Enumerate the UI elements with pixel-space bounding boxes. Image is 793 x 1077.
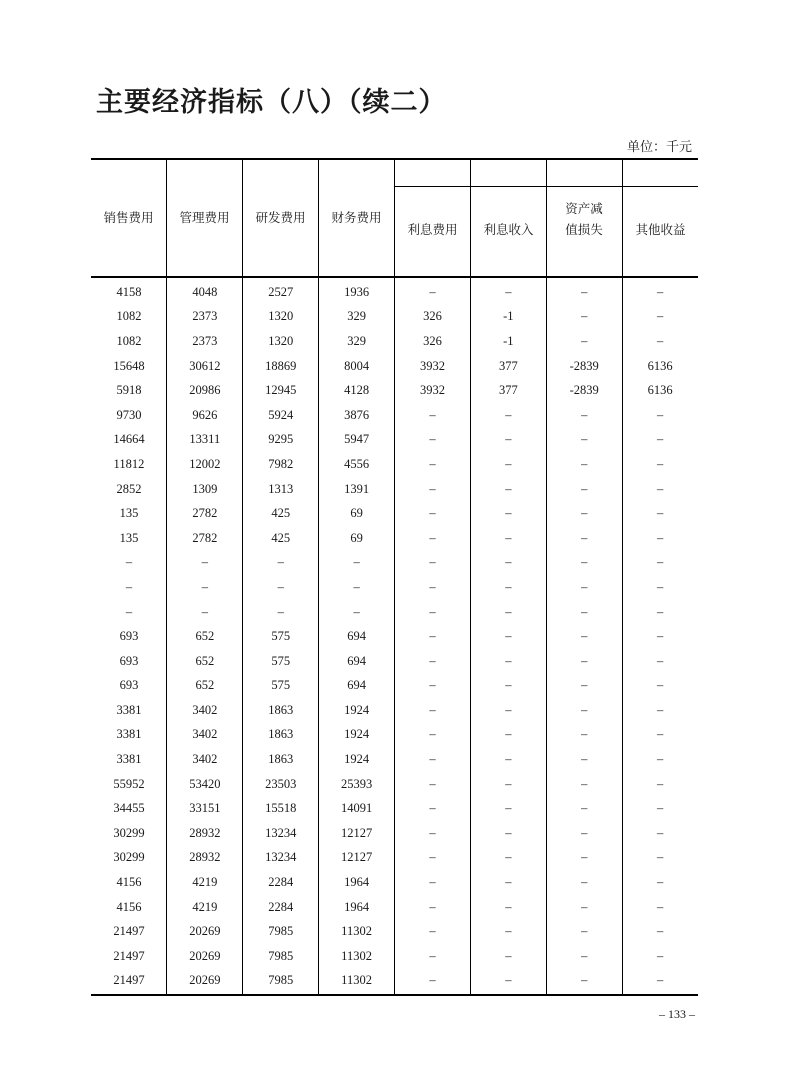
table-cell: 11302 xyxy=(341,973,372,988)
table-cell: – xyxy=(656,284,664,299)
table-row xyxy=(91,575,698,600)
table-cell: 575 xyxy=(271,678,291,693)
table-cell: 4219 xyxy=(192,875,218,890)
table-cell: 1320 xyxy=(268,309,294,324)
table-cell: – xyxy=(429,850,436,865)
table-cell: – xyxy=(581,948,588,963)
table-cell: – xyxy=(656,850,664,865)
table-cell: – xyxy=(581,284,588,299)
table-cell: 1924 xyxy=(344,702,370,717)
table-cell: – xyxy=(429,432,436,447)
table-cell: 28932 xyxy=(189,825,221,840)
table-cell: 425 xyxy=(271,506,291,521)
header-sub-rule xyxy=(394,186,698,187)
table-cell: 4048 xyxy=(192,284,218,299)
table-cell: 28932 xyxy=(189,850,221,865)
table-cell: – xyxy=(505,530,512,545)
table-cell: – xyxy=(353,604,360,619)
table-cell: – xyxy=(581,653,588,668)
table-cell: 69 xyxy=(350,506,363,521)
table-cell: -2839 xyxy=(569,383,599,398)
table-cell: 13234 xyxy=(265,850,297,865)
table-cell: – xyxy=(505,629,512,644)
table-cell: – xyxy=(581,752,588,767)
header-asset-impairment: 资产减值损失 xyxy=(565,201,603,237)
table-cell: 5947 xyxy=(344,432,370,447)
table-cell: 20986 xyxy=(189,383,221,398)
table-cell: – xyxy=(656,432,664,447)
unit-label: 单位：千元 xyxy=(626,140,692,155)
table-cell: – xyxy=(656,604,664,619)
table-cell: 53420 xyxy=(189,776,221,791)
table-cell: 2782 xyxy=(192,506,218,521)
table-cell: – xyxy=(656,481,664,496)
table-cell: 12127 xyxy=(340,850,373,865)
table-cell: 9295 xyxy=(268,432,294,447)
table-cell: – xyxy=(429,875,436,890)
table-cell: – xyxy=(581,924,588,939)
table-cell: – xyxy=(125,579,133,594)
table-cell: – xyxy=(505,875,512,890)
table-row xyxy=(91,723,698,748)
table-cell: 1309 xyxy=(192,481,218,496)
table-cell: 694 xyxy=(347,678,366,693)
table-cell: – xyxy=(581,850,588,865)
table-row xyxy=(91,747,698,772)
header-finance-expense: 财务费用 xyxy=(331,210,382,225)
table-cell: – xyxy=(505,825,512,840)
table-cell: – xyxy=(505,678,512,693)
table-cell: – xyxy=(581,973,588,988)
table-cell: 33151 xyxy=(189,801,221,816)
table-cell: – xyxy=(429,752,436,767)
table-cell: – xyxy=(429,530,436,545)
table-cell: 5918 xyxy=(116,383,142,398)
table-cell: – xyxy=(656,924,664,939)
table-cell: 20269 xyxy=(189,924,221,939)
table-cell: – xyxy=(581,456,588,471)
table-cell: 55952 xyxy=(113,776,145,791)
table-cell: 693 xyxy=(119,629,139,644)
table-cell: 329 xyxy=(347,309,366,324)
table-cell: 377 xyxy=(498,383,518,398)
table-cell: 9626 xyxy=(192,407,218,422)
table-cell: -1 xyxy=(503,309,514,324)
table-cell: – xyxy=(581,604,588,619)
header-admin-expense: 管理费用 xyxy=(179,210,230,225)
table-cell: 425 xyxy=(271,530,291,545)
table-cell: – xyxy=(125,604,133,619)
table-cell: – xyxy=(656,825,664,840)
table-cell: – xyxy=(505,456,512,471)
table-cell: 30299 xyxy=(113,850,145,865)
table-row xyxy=(91,796,698,821)
table-cell: 13311 xyxy=(189,432,221,447)
table-row xyxy=(91,428,698,453)
table-cell: – xyxy=(656,948,664,963)
table-cell: 135 xyxy=(119,530,139,545)
table-cell: 3381 xyxy=(116,727,142,742)
table-cell: – xyxy=(656,899,664,914)
table-cell: – xyxy=(429,653,436,668)
table-cell: – xyxy=(581,432,588,447)
table-cell: – xyxy=(656,506,664,521)
table-row xyxy=(91,969,698,994)
table-cell: – xyxy=(277,579,284,594)
table-cell: – xyxy=(656,702,664,717)
table-cell: 11302 xyxy=(341,948,372,963)
table-cell: – xyxy=(429,825,436,840)
table-row xyxy=(91,403,698,428)
table-cell: 1863 xyxy=(268,752,294,767)
table-cell: 3402 xyxy=(192,702,218,717)
table-cell: 3402 xyxy=(192,752,218,767)
table-cell: 15518 xyxy=(265,801,297,816)
table-cell: 20269 xyxy=(189,973,221,988)
table-cell: – xyxy=(581,555,588,570)
table-cell: – xyxy=(201,555,208,570)
table-cell: 575 xyxy=(271,629,291,644)
table-cell: – xyxy=(505,727,512,742)
table-cell: 14091 xyxy=(340,801,373,816)
table-cell: – xyxy=(656,333,664,348)
table-cell: 1391 xyxy=(344,481,370,496)
table-cell: – xyxy=(505,506,512,521)
table-row xyxy=(91,674,698,699)
table-cell: – xyxy=(505,555,512,570)
table-cell: – xyxy=(656,776,664,791)
table-cell: 3932 xyxy=(419,358,445,373)
table-row xyxy=(91,526,698,551)
table-cell: – xyxy=(505,752,512,767)
table-cell: – xyxy=(581,825,588,840)
table-cell: 1964 xyxy=(344,899,370,914)
table-cell: 11302 xyxy=(341,924,372,939)
table-cell: 30299 xyxy=(113,825,145,840)
table-cell: 5924 xyxy=(268,407,294,422)
table-row xyxy=(91,501,698,526)
table-cell: – xyxy=(656,530,664,545)
table-row xyxy=(91,846,698,871)
table-cell: – xyxy=(505,702,512,717)
table-cell: 2527 xyxy=(268,284,294,299)
table-row xyxy=(91,378,698,403)
table-cell: 21497 xyxy=(113,924,145,939)
table-cell: 3381 xyxy=(116,752,142,767)
table-cell: – xyxy=(429,555,436,570)
table-row xyxy=(91,477,698,502)
table-cell: – xyxy=(429,924,436,939)
table-cell: – xyxy=(505,481,512,496)
table-cell: 2782 xyxy=(192,530,218,545)
table-row xyxy=(91,870,698,895)
table-row xyxy=(91,305,698,330)
table-cell: 1082 xyxy=(116,309,142,324)
table-row xyxy=(91,919,698,944)
table-cell: 3402 xyxy=(192,727,218,742)
table-cell: 694 xyxy=(347,653,366,668)
table-cell: – xyxy=(429,727,436,742)
table-row xyxy=(91,895,698,920)
table-cell: 30612 xyxy=(189,358,221,373)
table-cell: 3876 xyxy=(344,407,370,422)
table-cell: 652 xyxy=(195,653,215,668)
table-cell: 1320 xyxy=(268,333,294,348)
table-cell: – xyxy=(581,333,588,348)
table-cell: -2839 xyxy=(569,358,599,373)
table-cell: 1863 xyxy=(268,727,294,742)
table-cell: – xyxy=(656,727,664,742)
table-cell: – xyxy=(581,629,588,644)
table-cell: – xyxy=(429,678,436,693)
table-cell: – xyxy=(656,653,664,668)
table-cell: 7985 xyxy=(268,948,294,963)
table-cell: – xyxy=(277,555,284,570)
table-cell: – xyxy=(201,579,208,594)
table-row xyxy=(91,280,698,305)
table-cell: 1924 xyxy=(344,727,370,742)
table-cell: – xyxy=(429,801,436,816)
table-cell: – xyxy=(581,481,588,496)
table-cell: 14664 xyxy=(113,432,145,447)
table-cell: 4156 xyxy=(116,899,142,914)
table-cell: – xyxy=(429,506,436,521)
table-cell: – xyxy=(656,309,664,324)
table-cell: – xyxy=(505,604,512,619)
header-interest-expense: 利息费用 xyxy=(407,222,458,237)
table-cell: 693 xyxy=(119,653,139,668)
table-cell: 13234 xyxy=(265,825,297,840)
header-bottom-rule xyxy=(91,276,698,278)
table-cell: – xyxy=(581,579,588,594)
table-row xyxy=(91,698,698,723)
table-cell: 20269 xyxy=(189,948,221,963)
table-row xyxy=(91,452,698,477)
table-cell: 12127 xyxy=(340,825,373,840)
table-cell: – xyxy=(505,948,512,963)
table-cell: 1924 xyxy=(344,752,370,767)
table-cell: 2852 xyxy=(116,481,142,496)
table-cell: – xyxy=(656,629,664,644)
table-cell: 652 xyxy=(195,678,215,693)
table-cell: – xyxy=(429,481,436,496)
table-cell: 1863 xyxy=(268,702,294,717)
table-cell: – xyxy=(581,506,588,521)
table-cell: – xyxy=(505,850,512,865)
table-cell: 6136 xyxy=(647,383,673,398)
table-cell: 21497 xyxy=(113,948,145,963)
table-cell: – xyxy=(581,727,588,742)
table-row xyxy=(91,944,698,969)
table-row xyxy=(91,624,698,649)
table-cell: 18869 xyxy=(265,358,297,373)
table-cell: – xyxy=(505,653,512,668)
table-cell: – xyxy=(429,899,436,914)
table-cell: – xyxy=(429,973,436,988)
table-cell: 326 xyxy=(423,333,442,348)
table-cell: – xyxy=(656,456,664,471)
table-cell: 4128 xyxy=(344,383,370,398)
table-cell: 1936 xyxy=(344,284,370,299)
table-cell: 326 xyxy=(423,309,442,324)
table-cell: 1313 xyxy=(268,481,294,496)
header-sales-expense: 销售费用 xyxy=(103,210,154,225)
table-cell: 25393 xyxy=(340,776,373,791)
header-rd-expense: 研发费用 xyxy=(255,210,306,225)
header-other-income: 其他收益 xyxy=(635,222,686,237)
table-cell: 4219 xyxy=(192,899,218,914)
table-cell: 2373 xyxy=(192,333,218,348)
table-body xyxy=(91,280,698,993)
table-cell: 7982 xyxy=(268,456,294,471)
table-cell: – xyxy=(581,899,588,914)
table-cell: – xyxy=(125,555,133,570)
table-cell: – xyxy=(581,530,588,545)
table-cell: 12002 xyxy=(189,456,221,471)
table-cell: – xyxy=(581,801,588,816)
table-cell: 4158 xyxy=(116,284,142,299)
table-cell: – xyxy=(505,899,512,914)
table-cell: – xyxy=(505,924,512,939)
table-row xyxy=(91,821,698,846)
table-cell: – xyxy=(429,456,436,471)
table-cell: 21497 xyxy=(113,973,145,988)
table-cell: 1964 xyxy=(344,875,370,890)
table-row xyxy=(91,329,698,354)
table-cell: – xyxy=(656,555,664,570)
table-cell: – xyxy=(505,284,512,299)
table-cell: 7985 xyxy=(268,973,294,988)
table-cell: – xyxy=(429,284,436,299)
table-cell: – xyxy=(505,973,512,988)
table-cell: 2284 xyxy=(268,899,294,914)
table-cell: 4156 xyxy=(116,875,142,890)
table-cell: – xyxy=(656,579,664,594)
table-cell: – xyxy=(581,702,588,717)
table-cell: 135 xyxy=(119,506,139,521)
table-cell: 575 xyxy=(271,653,291,668)
table-cell: – xyxy=(429,629,436,644)
table-row xyxy=(91,600,698,625)
header-interest-income: 利息收入 xyxy=(483,222,534,237)
page-title: 主要经济指标（八）（续二） xyxy=(96,87,447,118)
table-cell: -1 xyxy=(503,333,514,348)
table-cell: – xyxy=(581,678,588,693)
table-cell: 1082 xyxy=(116,333,142,348)
table-cell: – xyxy=(581,309,588,324)
table-cell: – xyxy=(656,752,664,767)
table-cell: 9730 xyxy=(116,407,142,422)
table-cell: – xyxy=(429,702,436,717)
table-cell: – xyxy=(353,579,360,594)
table-cell: 652 xyxy=(195,629,215,644)
table-cell: 2284 xyxy=(268,875,294,890)
table-cell: 23503 xyxy=(265,776,297,791)
table-cell: – xyxy=(201,604,208,619)
table-cell: – xyxy=(656,875,664,890)
table-cell: 694 xyxy=(347,629,366,644)
table-cell: – xyxy=(581,776,588,791)
table-cell: 15648 xyxy=(113,358,145,373)
table-cell: – xyxy=(581,407,588,422)
table-cell: 11812 xyxy=(113,456,145,471)
table-cell: – xyxy=(656,407,664,422)
table-cell: – xyxy=(353,555,360,570)
table-cell: 693 xyxy=(119,678,139,693)
table-cell: – xyxy=(505,407,512,422)
table-cell: 329 xyxy=(347,333,366,348)
table-cell: 2373 xyxy=(192,309,218,324)
table-row xyxy=(91,354,698,379)
table-cell: 377 xyxy=(498,358,518,373)
table-cell: – xyxy=(429,407,436,422)
table-cell: – xyxy=(656,678,664,693)
table-cell: 12945 xyxy=(265,383,297,398)
table-cell: – xyxy=(656,801,664,816)
table-row xyxy=(91,649,698,674)
table-cell: – xyxy=(429,579,436,594)
table-cell: – xyxy=(581,875,588,890)
table-row xyxy=(91,772,698,797)
table-cell: – xyxy=(505,801,512,816)
table-cell: 8004 xyxy=(344,358,370,373)
table-cell: – xyxy=(429,948,436,963)
table-cell: – xyxy=(505,432,512,447)
table-cell: 69 xyxy=(350,530,363,545)
table-cell: – xyxy=(429,604,436,619)
table-cell: 6136 xyxy=(647,358,673,373)
table-cell: – xyxy=(429,776,436,791)
table-cell: – xyxy=(505,579,512,594)
table-cell: – xyxy=(656,973,664,988)
page-number: – 133 – xyxy=(659,1007,695,1021)
table-cell: 7985 xyxy=(268,924,294,939)
table-cell: – xyxy=(505,776,512,791)
table-cell: 3932 xyxy=(419,383,445,398)
data-table xyxy=(91,158,698,996)
table-row xyxy=(91,551,698,576)
table-cell: – xyxy=(277,604,284,619)
table-cell: 3381 xyxy=(116,702,142,717)
table-cell: 34455 xyxy=(113,801,145,816)
table-cell: 4556 xyxy=(344,456,370,471)
